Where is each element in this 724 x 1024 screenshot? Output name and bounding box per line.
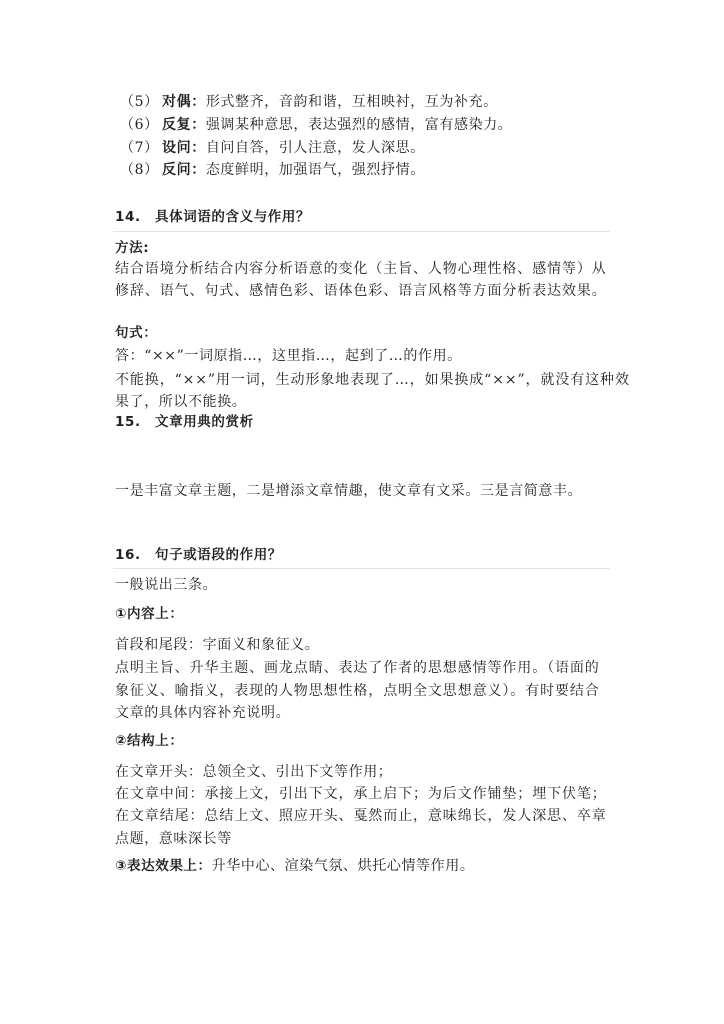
section-heading-16 bbox=[115, 545, 282, 565]
list-item-description: 自问自答，引人注意，发人深思。 bbox=[205, 140, 425, 156]
structure-line: 在文章中间：承接上文，引出下文，承上启下；为后文作铺垫；埋下伏笔； bbox=[115, 786, 607, 802]
list-item-number: （5） bbox=[120, 94, 159, 110]
list-item bbox=[120, 160, 425, 180]
section-title: 句子或语段的作用？ bbox=[155, 547, 282, 563]
structure-label: ②结构上： bbox=[115, 733, 184, 749]
section-title: 具体词语的含义与作用？ bbox=[155, 209, 311, 225]
section-number: 14. bbox=[115, 209, 141, 225]
structure-line: 在文章结尾：总结上文、照应开头、戛然而止，意味绵长，发人深思、卒章 bbox=[115, 808, 607, 824]
list-item-number: （8） bbox=[120, 162, 159, 178]
content-line: 点明主旨、升华主题、画龙点睛、表达了作者的思想感情等作用。（语面的 bbox=[115, 660, 600, 676]
structure-line: 点题，意味深长等 bbox=[115, 831, 232, 847]
section-title: 文章用典的赏析 bbox=[155, 414, 254, 430]
list-item-description: 态度鲜明，加强语气，强烈抒情。 bbox=[205, 162, 425, 178]
list-item-description: 形式整齐，音韵和谐，互相映衬，互为补充。 bbox=[205, 94, 498, 110]
intro-line: 一般说出三条。 bbox=[115, 577, 218, 593]
content-label: ①内容上： bbox=[115, 606, 184, 622]
content-line: 首段和尾段：字面义和象征义。 bbox=[115, 637, 320, 653]
list-item-description: 强调某种意思，表达强烈的感情，富有感染力。 bbox=[205, 117, 513, 133]
section-heading-14 bbox=[115, 207, 310, 227]
pattern-line: 不能换，“××”用一词，生动形象地表现了…，如果换成“××”，就没有这种效 bbox=[115, 372, 630, 388]
pattern-label: 句式： bbox=[115, 325, 158, 341]
list-item bbox=[120, 138, 425, 158]
method-line: 结合语境分析结合内容分析语意的变化（主旨、人物心理性格、感情等）从 bbox=[115, 261, 607, 277]
section-heading-15 bbox=[115, 412, 254, 432]
content-line: 象征义、喻指义，表现的人物思想性格，点明全文思想意义）。有时要结合 bbox=[115, 683, 600, 699]
method-line: 修辞、语气、句式、感情色彩、语体色彩、语言风格等方面分析表达效果。 bbox=[115, 283, 607, 299]
list-item-number: （6） bbox=[120, 117, 159, 133]
effect-label: ③表达效果上： bbox=[115, 858, 212, 874]
pattern-line: 答：“××”一词原指…，这里指…，起到了…的作用。 bbox=[115, 348, 462, 364]
list-item-number: （7） bbox=[120, 140, 159, 156]
structure-line: 在文章开头：总领全文、引出下文等作用； bbox=[115, 764, 393, 780]
list-item bbox=[120, 115, 512, 135]
list-item-term: 反复： bbox=[162, 117, 206, 133]
pattern-line: 果了，所以不能换。 bbox=[115, 394, 247, 410]
list-item-term: 反问： bbox=[162, 162, 206, 178]
list-item bbox=[120, 92, 498, 112]
section-divider bbox=[113, 568, 610, 569]
effect-line bbox=[115, 856, 474, 876]
method-label: 方法: bbox=[115, 240, 150, 256]
list-item-term: 对偶： bbox=[162, 94, 206, 110]
section-number: 15. bbox=[115, 414, 141, 430]
section-number: 16. bbox=[115, 547, 141, 563]
section-divider bbox=[113, 231, 610, 232]
effect-text: 升华中心、渲染气氛、烘托心情等作用。 bbox=[211, 858, 475, 874]
list-item-term: 设问： bbox=[162, 140, 206, 156]
paragraph: 一是丰富文章主题，二是增添文章情趣，使文章有文采。三是言简意丰。 bbox=[115, 483, 583, 499]
content-line: 文章的具体内容补充说明。 bbox=[115, 705, 291, 721]
